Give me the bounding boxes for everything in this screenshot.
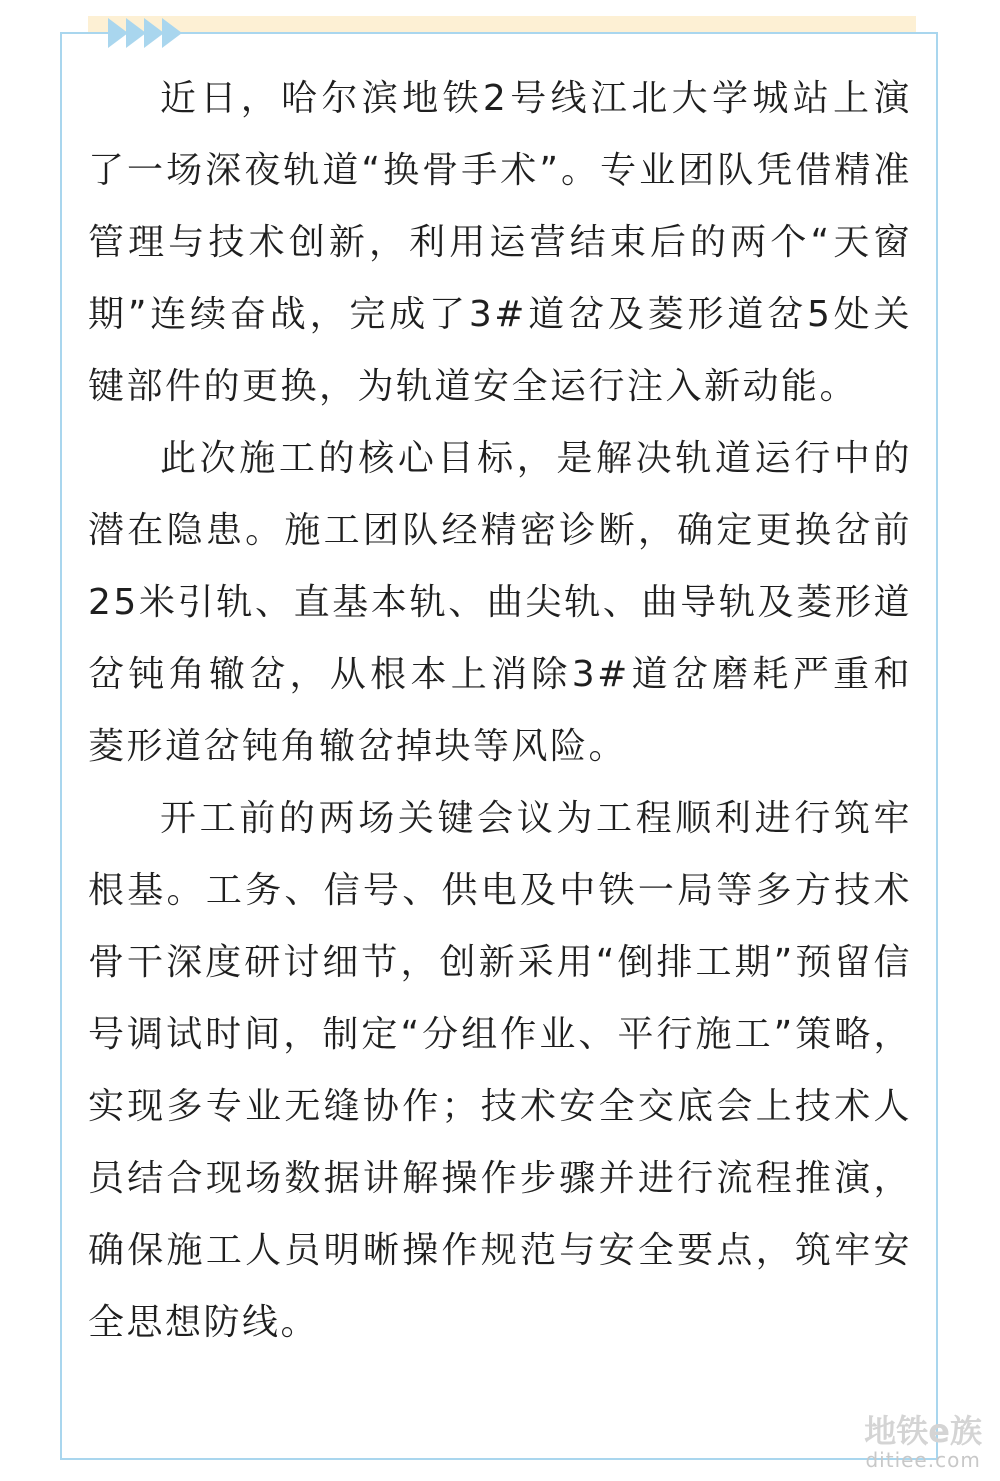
paragraph-intro: 近日，哈尔滨地铁2号线江北大学城站上演了一场深夜轨道“换骨手术”。专业团队凭借精准管理与技术创新，利用运营结束后的两个“天窗期”连续奋战，完成了3#道岔及菱形道岔5处关键部件的更换，为轨道安全运行注入新动能。 [88, 78, 912, 407]
watermark [864, 1413, 982, 1471]
paragraph-goal: 此次施工的核心目标，是解决轨道运行中的潜在隐患。施工团队经精密诊断，确定更换岔前25米引轨、直基本轨、曲尖轨、曲导轨及菱形道岔钝角辙岔，从根本上消除3#道岔磨耗严重和菱形道岔钝角辙岔掉块等风险。 [88, 438, 912, 767]
arrow-icon [126, 18, 146, 48]
article-body [88, 63, 912, 1359]
arrow-icon [108, 18, 128, 48]
paragraph-meetings: 开工前的两场关键会议为工程顺利进行筑牢根基。工务、信号、供电及中铁一局等多方技术骨干深度研讨细节，创新采用“倒排工期”预留信号调试时间，制定“分组作业、平行施工”策略，实现多专业无缝协作；技术安全交底会上技术人员结合现场数据讲解操作步骤并进行流程推演，确保施工人员明晰操作规范与安全要点，筑牢安全思想防线。 [88, 798, 912, 1343]
watermark-logo: 地铁e族 [864, 1412, 982, 1450]
arrow-icon [162, 18, 182, 48]
arrow-icon [144, 18, 164, 48]
watermark-site: ditiee.com [865, 1448, 981, 1472]
decorative-arrows [108, 18, 180, 48]
